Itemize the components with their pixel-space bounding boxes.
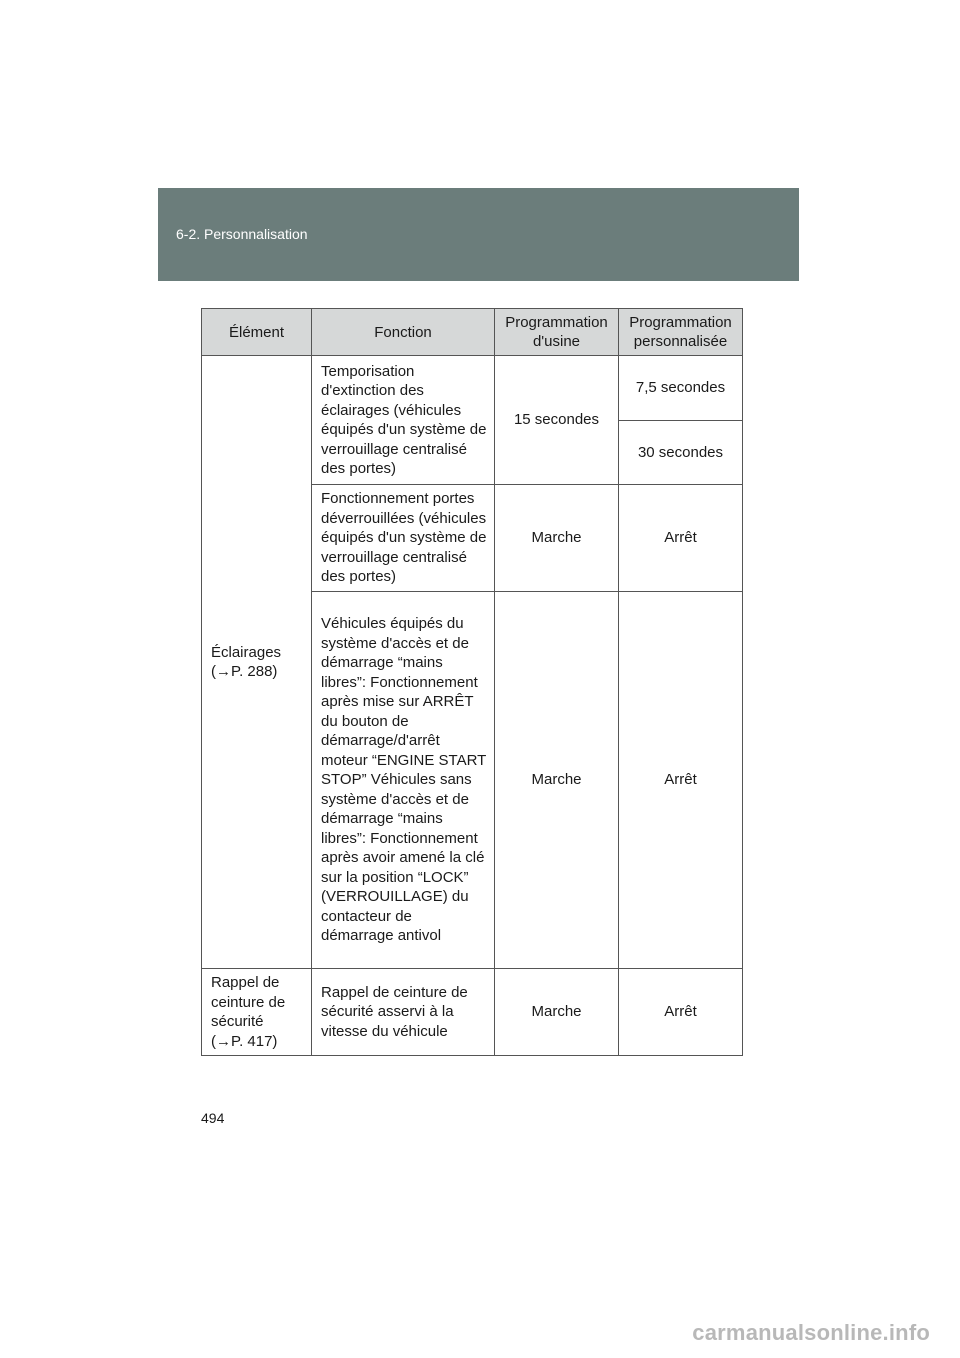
table-header-row — [202, 309, 743, 356]
element-ceinture — [202, 969, 312, 1056]
perso-cell: 7,5 secondes — [619, 356, 743, 421]
perso-cell: Arrêt — [619, 969, 743, 1056]
fonction-cell: Temporisation d'extinction des éclairages (véhicules équipés d'un système de verrouillage centralisé des portes) — [312, 356, 495, 485]
element-label: Éclairages — [211, 643, 282, 661]
header-programmation-personnalisee: Programmation personnalisée — [619, 309, 743, 356]
usine-cell: 15 secondes — [495, 356, 619, 485]
table-row — [202, 969, 743, 1056]
customization-table — [201, 308, 743, 1056]
fonction-cell: Véhicules équipés du système d'accès et de démarrage “mains libres”: Fonctionnement après mise sur ARRÊT du bouton de démarrage/d'arrêt moteur “ENGINE START STOP” Véhicules sans système d'accès et de démarrage “mains libres”: Fonctionnement après avoir amené la clé sur la position “LOCK” (VERROUILLAGE) du contacteur de démarrage antivol — [312, 592, 495, 969]
element-label: Rappel de ceinture de sécurité — [211, 974, 286, 1030]
section-header-band — [158, 188, 799, 281]
section-title: 6-2. Personnalisation — [176, 226, 308, 242]
header-element: Élément — [202, 309, 312, 356]
table-row — [202, 356, 743, 421]
perso-cell: Arrêt — [619, 592, 743, 969]
header-fonction: Fonction — [312, 309, 495, 356]
page-reference: (→P. 417) — [211, 1032, 278, 1050]
usine-cell: Marche — [495, 969, 619, 1056]
usine-cell: Marche — [495, 592, 619, 969]
fonction-cell: Rappel de ceinture de sécurité asservi à la vitesse du véhicule — [312, 969, 495, 1056]
usine-cell: Marche — [495, 485, 619, 592]
header-programmation-usine: Programmation d'usine — [495, 309, 619, 356]
element-eclairages — [202, 356, 312, 969]
perso-cell: Arrêt — [619, 485, 743, 592]
page-reference: (→P. 288) — [211, 663, 278, 680]
page-number: 494 — [201, 1110, 225, 1126]
watermark: carmanualsonline.info — [692, 1320, 930, 1345]
perso-cell: 30 secondes — [619, 420, 743, 485]
fonction-cell: Fonctionnement portes déverrouillées (véhicules équipés d'un système de verrouillage centralisé des portes) — [312, 485, 495, 592]
